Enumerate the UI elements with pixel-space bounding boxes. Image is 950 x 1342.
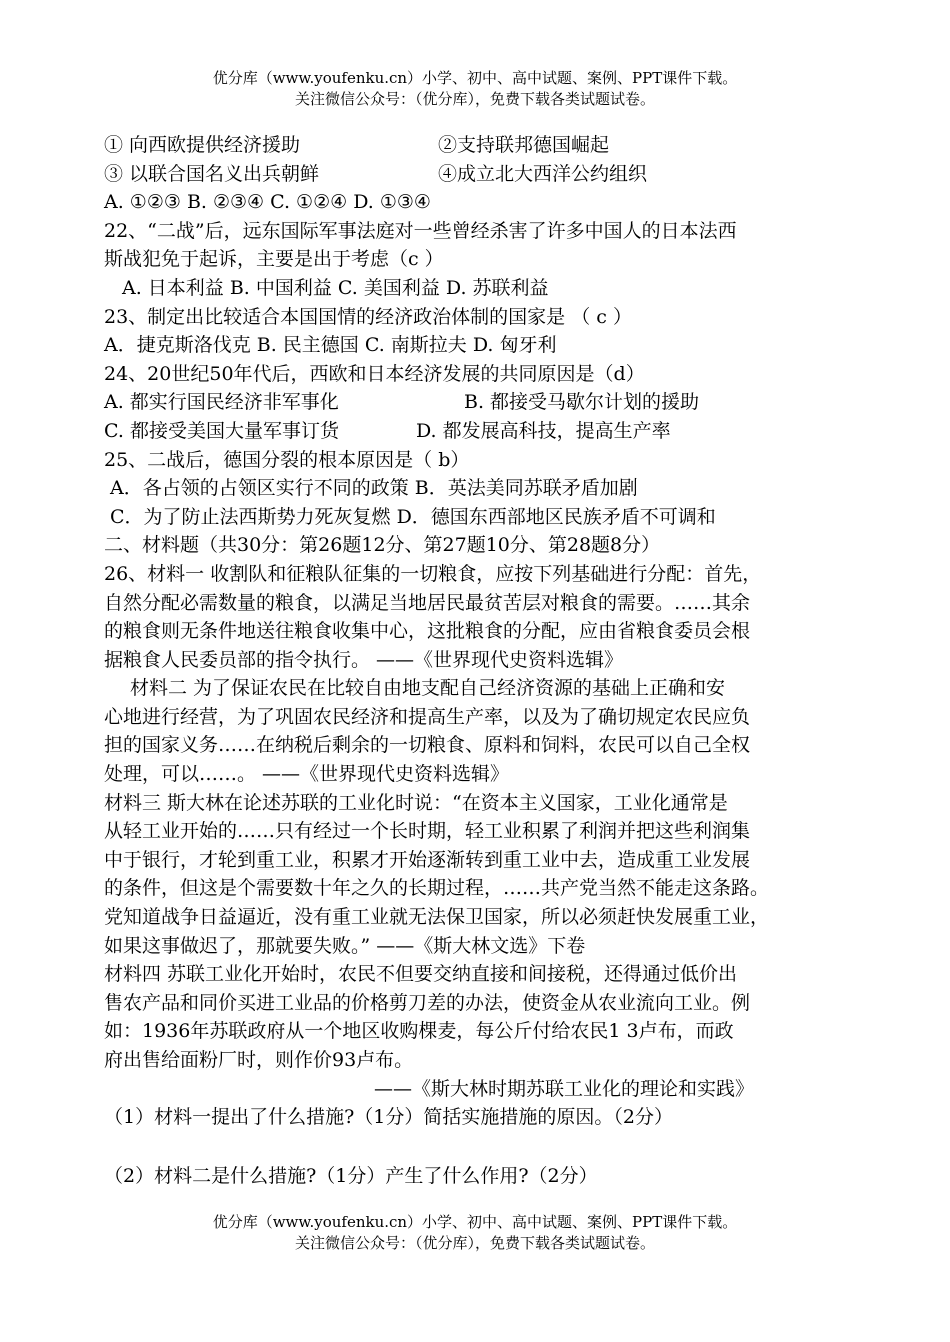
header-line-1: 优分库（www.youfenku.cn）小学、初中、高中试题、案例、PPT课件下载。 [212,69,738,87]
q21-options-row-1 [104,131,864,160]
q26-material-2-line: 材料二 为了保证农民在比较自由地支配自己经济资源的基础上正确和安 [130,677,726,700]
q26-material-3-line: 党知道战争日益逼近，没有重工业就无法保卫国家，所以必须赶快发展重工业， [104,906,770,929]
q26-material-3-line: 材料三 斯大林在论述苏联的工业化时说：“在资本主义国家，工业化通常是 [104,791,728,814]
q25-options-cd: C．为了防止法西斯势力死灰复燃 D．德国东西部地区民族矛盾不可调和 [110,505,716,528]
q24-option-d: D. 都发展高科技，提高生产率 [416,419,671,442]
q26-material-3-line: 中于银行，才轮到重工业，积累才开始逐渐转到重工业中去，造成重工业发展 [104,848,751,871]
footer-line-1: 优分库（www.youfenku.cn）小学、初中、高中试题、案例、PPT课件下载。 [212,1213,738,1231]
q24-options-row-2 [104,417,864,446]
q24-option-c: C. 都接受美国大量军事订货 [104,419,339,442]
q26-material-3-line: 从轻工业开始的……只有经过一个长时期，轻工业积累了利润并把这些利润集 [104,820,751,843]
q23-stem: 23、制定出比较适合本国国情的经济政治体制的国家是 （ c ） [104,305,632,328]
q26-material-4-line: 材料四 苏联工业化开始时，农民不但要交纳直接和间接税，还得通过低价出 [104,963,738,986]
section-2-title: 二、材料题（共30分：第26题12分、第27题10分、第28题8分） [104,534,661,557]
answer-space [104,1132,864,1162]
document-body [104,131,864,1190]
q25-options-ab: A．各占领的占领区实行不同的政策 B．英法美同苏联矛盾加剧 [110,477,638,500]
q21-option-4: ④成立北大西洋公约组织 [438,162,648,185]
q24-option-b: B. 都接受马歇尔计划的援助 [464,391,700,414]
page-header [0,68,950,110]
q26-material-4-line: 售农产品和同价买进工业品的价格剪刀差的办法，使资金从农业流向工业。例 [104,991,751,1014]
q21-choices: A. ①②③ B. ②③④ C. ①②④ D. ①③④ [104,191,431,214]
q21-option-2: ②支持联邦德国崛起 [438,134,610,156]
q26-material-1-line: 26、材料一 收割队和征粮队征集的一切粮食，应按下列基础进行分配：首先， [104,562,762,585]
q26-sub-question-2: （2）材料二是什么措施?（1分）产生了什么作用?（2分） [104,1164,598,1187]
q26-material-4-line: 府出售给面粉厂时，则作价93卢布。 [104,1049,414,1071]
q21-options-row-2 [104,160,864,189]
q24-option-a: A. 都实行国民经济非军事化 [104,391,339,414]
q23-options: A．捷克斯洛伐克 B. 民主德国 C. 南斯拉夫 D. 匈牙利 [104,334,557,357]
q26-material-2-line: 处理，可以……。 ——《世界现代史资料选辑》 [104,763,510,786]
q21-option-1: ① 向西欧提供经济援助 [104,134,301,156]
q26-material-2-line: 担的国家义务……在纳税后剩余的一切粮食、原料和饲料，农民可以自己全权 [104,734,751,757]
q26-material-3-line: 如果这事做迟了，那就要失败。” ——《斯大林文选》下卷 [104,934,586,957]
q26-sub-question-1: （1）材料一提出了什么措施?（1分）简括实施措施的原因。（2分） [104,1106,673,1129]
q26-material-4-line: 如：1936年苏联政府从一个地区收购棵麦，每公斤付给农民1 3卢布，而政 [104,1020,734,1043]
q26-material-1-line: 据粮食人民委员部的指令执行。 ——《世界现代史资料选辑》 [104,648,624,671]
q22-stem-line-2: 斯战犯免于起诉，主要是出于考虑（c ） [104,248,444,271]
q21-option-3: ③ 以联合国名义出兵朝鲜 [104,162,320,185]
page-footer [0,1212,950,1254]
q24-stem: 24、20世纪50年代后，西欧和日本经济发展的共同原因是（d） [104,362,645,385]
q26-material-3-line: 的条件，但这是个需要数十年之久的长期过程，……共产党当然不能走这条路。 [104,877,770,900]
q26-material-1-line: 的粮食则无条件地送往粮食收集中心，这批粮食的分配，应由省粮食委员会根 [104,620,751,643]
q22-stem-line-1: 22、“二战”后，远东国际军事法庭对一些曾经杀害了许多中国人的日本法西 [104,219,737,242]
q26-material-2-line: 心地进行经营，为了巩固农民经济和提高生产率，以及为了确切规定农民应负 [104,705,751,728]
q26-material-1-line: 自然分配必需数量的粮食，以满足当地居民最贫苦层对粮食的需要。……其余 [104,591,751,614]
q25-stem: 25、二战后，德国分裂的根本原因是（ b） [104,448,470,471]
q26-material-4-source: ——《斯大林时期苏联工业化的理论和实践》 [374,1077,755,1100]
header-line-2: 关注微信公众号：（优分库），免费下载各类试题试卷。 [294,90,655,108]
q22-options: A. 日本利益 B. 中国利益 C. 美国利益 D. 苏联利益 [122,276,549,299]
footer-line-2: 关注微信公众号：（优分库），免费下载各类试题试卷。 [294,1234,655,1252]
q24-options-row-1 [104,388,864,417]
